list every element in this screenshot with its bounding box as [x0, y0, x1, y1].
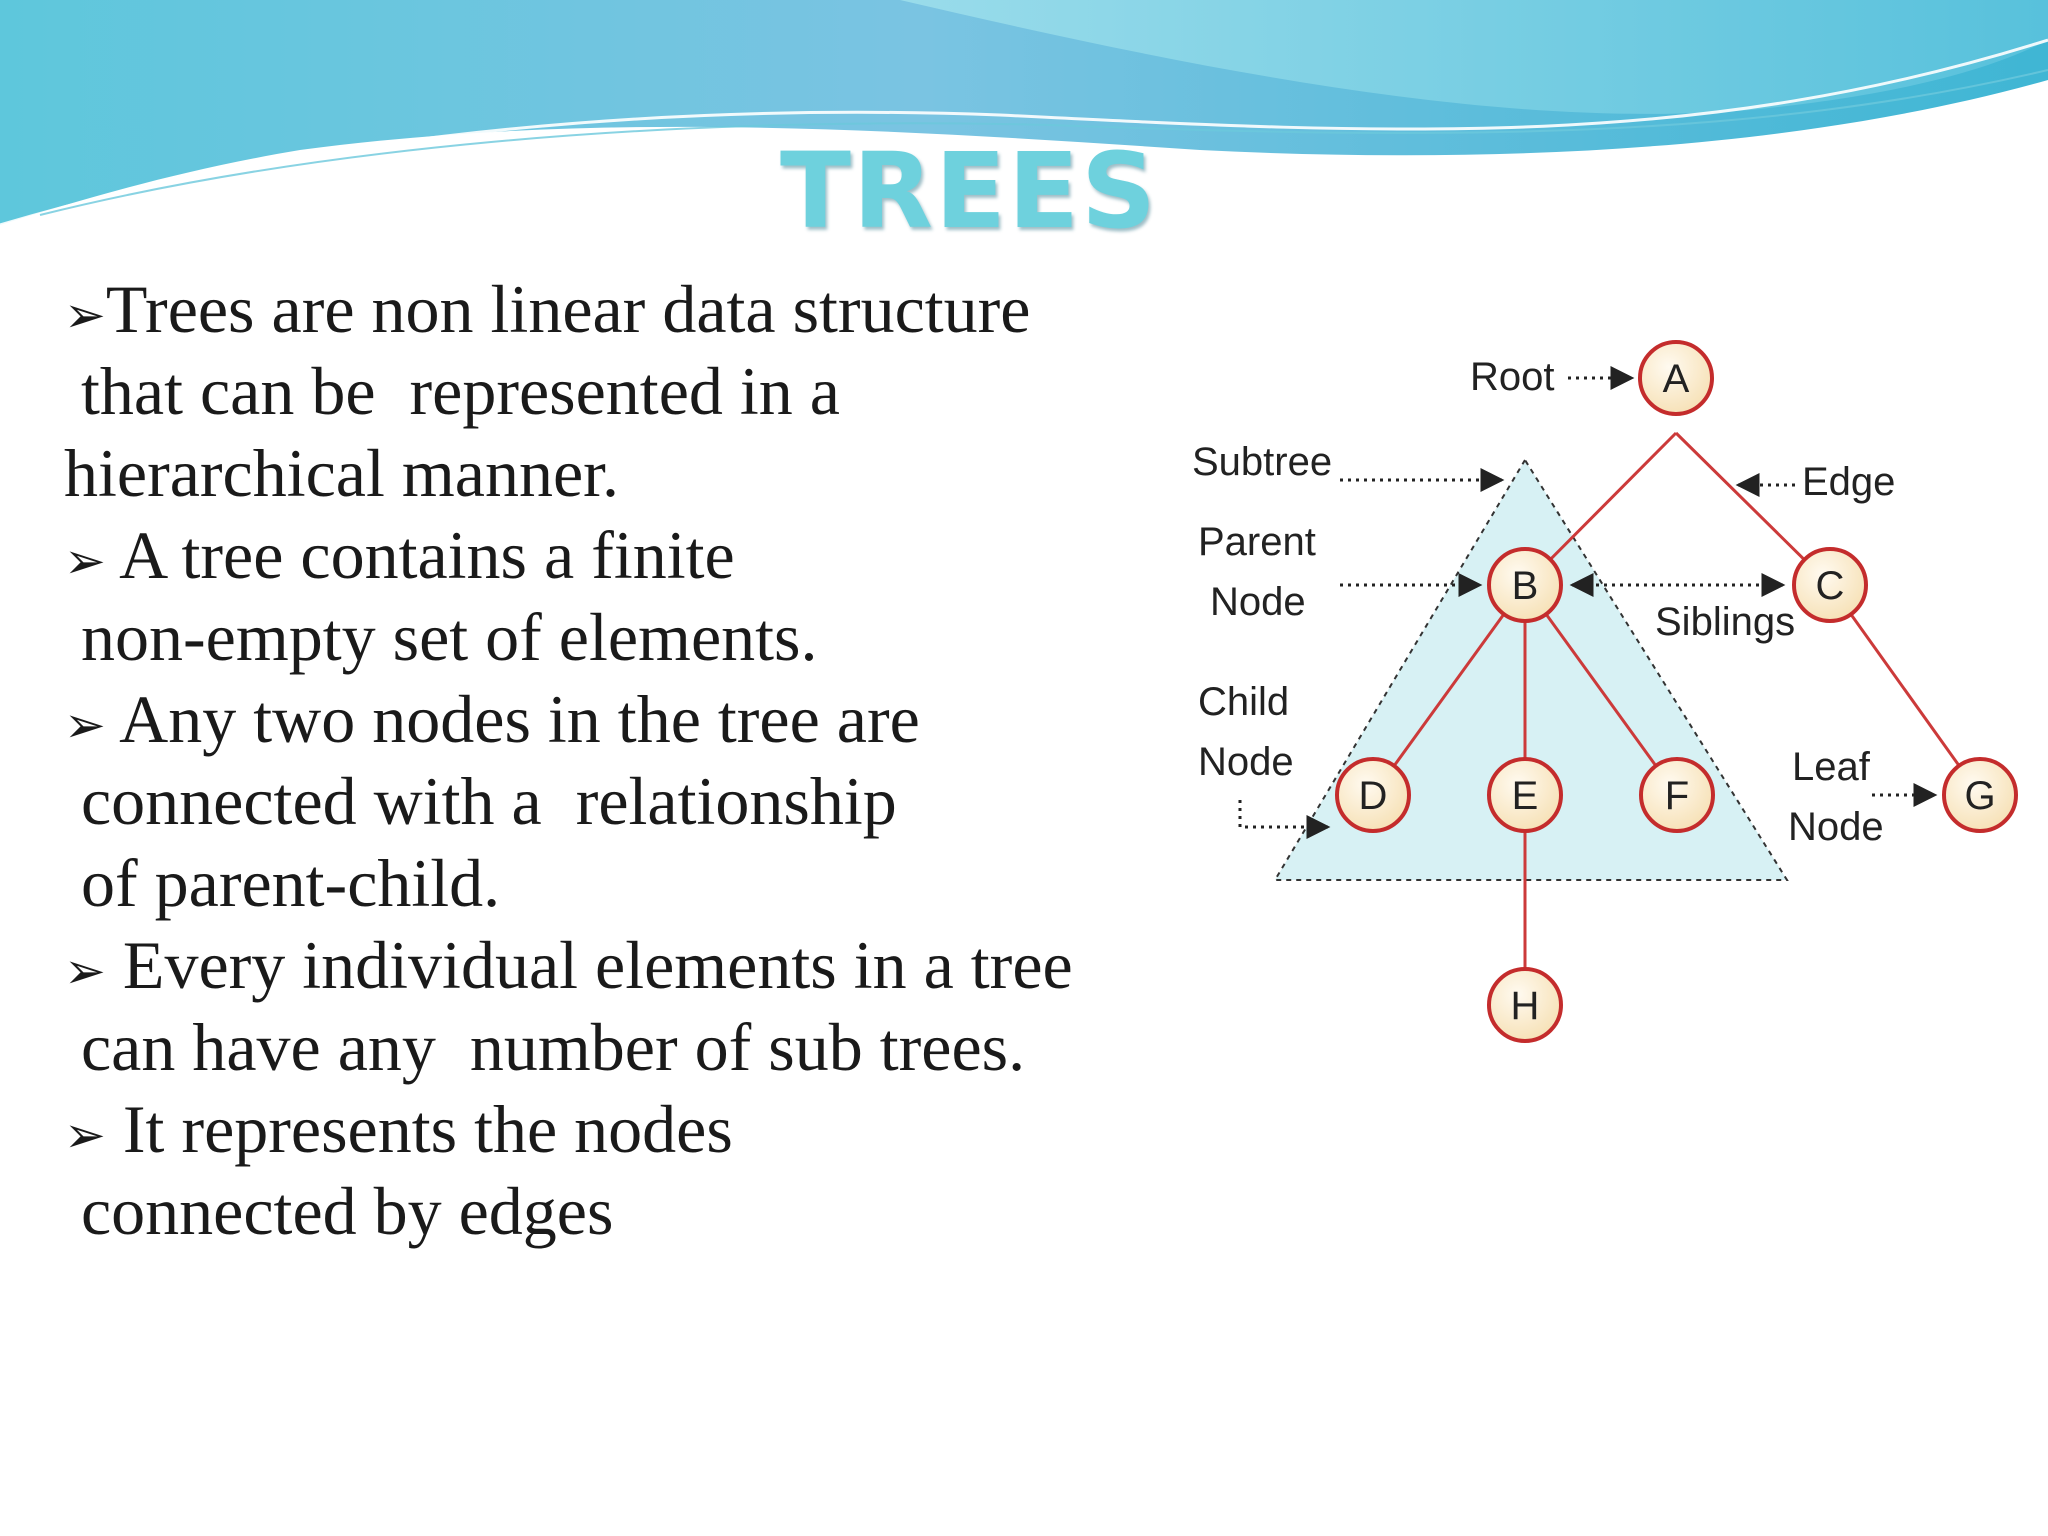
bullet-line: can have any number of sub trees.: [64, 1009, 1026, 1085]
bullet-text: Any two nodes in the tree are: [105, 681, 920, 757]
bullet-item: [64, 268, 1164, 514]
arrow-bullet-icon: ➢: [64, 532, 106, 590]
bullet-item: [64, 514, 1164, 678]
slide-title: TREES: [779, 130, 1158, 252]
node-f-label: F: [1664, 774, 1690, 818]
bullet-list: [64, 268, 1164, 1252]
bullet-line: [64, 924, 1164, 1006]
arrow-bullet-icon: ➢: [64, 286, 106, 344]
node-a-label: A: [1662, 357, 1690, 401]
node-g-label: G: [1964, 774, 1996, 818]
bullet-line: of parent-child.: [64, 845, 501, 921]
arrow-bullet-icon: ➢: [64, 942, 106, 1000]
bullet-item: [64, 678, 1164, 924]
siblings-label: Siblings: [1655, 600, 1796, 644]
bullet-item: [64, 1088, 1164, 1252]
bullet-text: Every individual elements in a tree: [105, 927, 1073, 1003]
node-h-label: H: [1510, 984, 1540, 1028]
bullet-text: Trees are non linear data structure: [105, 271, 1031, 347]
bullet-text: It represents the nodes: [105, 1091, 733, 1167]
bullet-line: [64, 268, 1164, 350]
root-label: Root: [1470, 355, 1555, 399]
tree-diagram: [1180, 300, 2040, 1100]
child-label-line2: Node: [1198, 740, 1294, 784]
bullet-line: [64, 678, 1164, 760]
node-c-label: C: [1815, 564, 1845, 608]
edge-label: Edge: [1802, 460, 1896, 504]
bullet-item: [64, 924, 1164, 1088]
node-e-label: E: [1511, 774, 1539, 818]
subtree-label: Subtree: [1192, 440, 1333, 484]
node-b-label: B: [1511, 564, 1539, 608]
leaf-label-line1: Leaf: [1792, 745, 1870, 789]
bullet-line: [64, 1088, 1164, 1170]
bullet-text: A tree contains a finite: [105, 517, 735, 593]
leaf-label-line2: Node: [1788, 805, 1884, 849]
parent-label-line1: Parent: [1198, 520, 1316, 564]
bullet-line: hierarchical manner.: [64, 435, 620, 511]
bullet-line: that can be represented in a: [64, 353, 840, 429]
bullet-line: non-empty set of elements.: [64, 599, 818, 675]
arrow-bullet-icon: ➢: [64, 696, 106, 754]
node-d-label: D: [1358, 774, 1388, 818]
arrow-bullet-icon: ➢: [64, 1106, 106, 1164]
bullet-line: connected by edges: [64, 1173, 614, 1249]
parent-label-line2: Node: [1210, 580, 1306, 624]
bullet-line: connected with a relationship: [64, 763, 897, 839]
bullet-line: [64, 514, 1164, 596]
child-label-line1: Child: [1198, 680, 1290, 724]
